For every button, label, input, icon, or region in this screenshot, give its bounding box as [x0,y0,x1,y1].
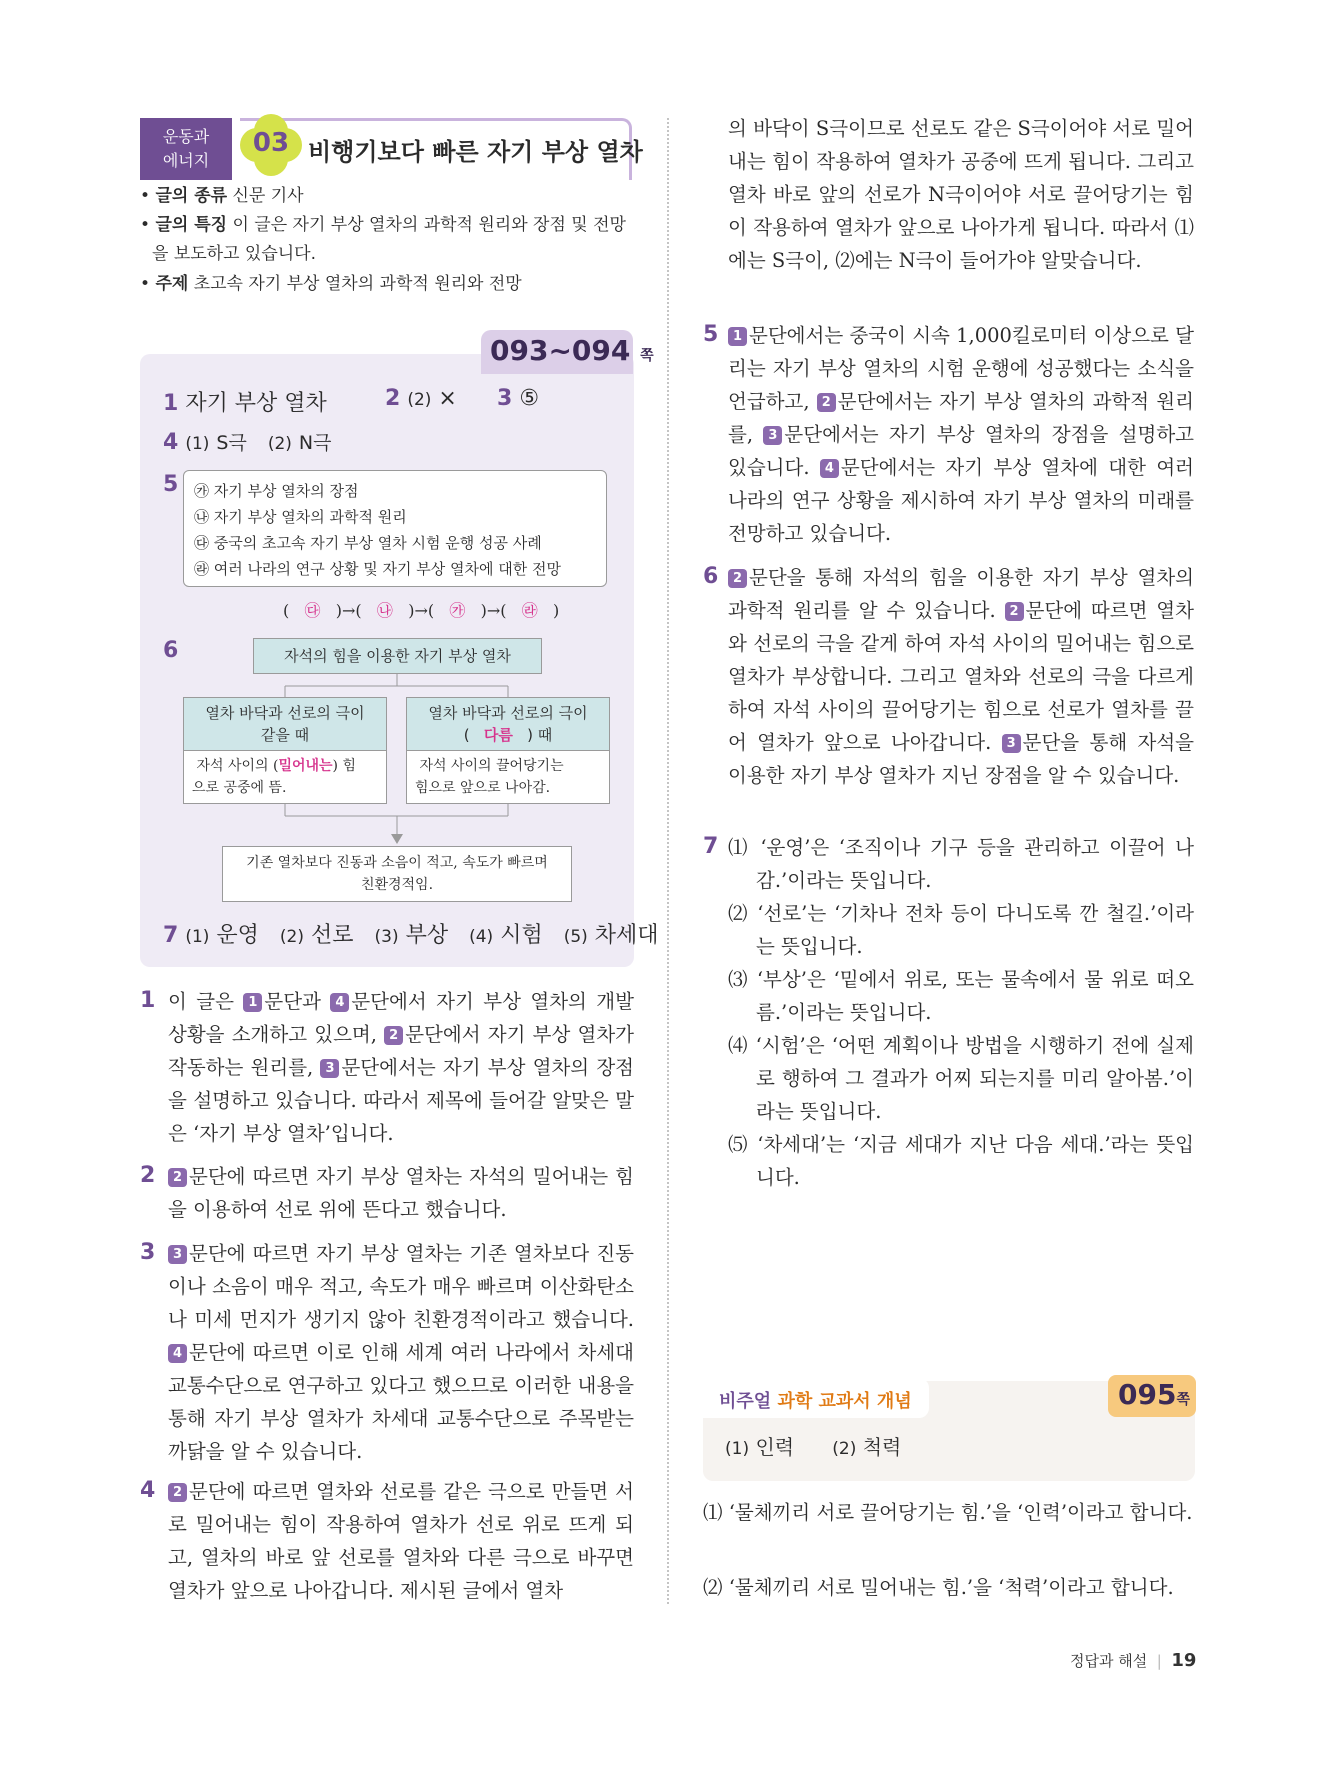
answer-6-num: 6 [163,638,179,663]
explanation-7-item: ⑶ ‘부상’은 ‘밑에서 위로, 또는 물속에서 물 위로 떠오름.’이라는 뜻입니다. [728,968,1194,1024]
diagram-right-body: 자석 사이의 끌어당기는 힘으로 앞으로 나아감. [406,751,610,804]
explanation-3-num: 3 [140,1240,156,1265]
visual-explanation-2: ⑵ ‘물체끼리 서로 밀어내는 힘.’을 ‘척력’이라고 합니다. [703,1576,1174,1599]
page-footer: 정답과 해설 | 19 [1070,1650,1197,1671]
unit-line-2: 에너지 [162,151,210,170]
diagram-left-head: 열차 바닥과 선로의 극이 같을 때 [183,697,387,751]
info-topic: • 주제 초고속 자기 부상 열차의 과학적 원리와 전망 [140,274,522,294]
feature-value-1: 이 글은 자기 부상 열차의 과학적 원리와 장점 및 전망 [232,215,626,235]
explanation-2: 2 문단에 따르면 자기 부상 열차는 자석의 밀어내는 힘을 이용하여 선로 위에 뜬다고 했습니다. [168,1165,634,1221]
lesson-title: 비행기보다 빠른 자기 부상 열차 [308,138,643,166]
explanation-4-continued: 의 바닥이 S극이므로 선로도 같은 S극이어야 서로 밀어내는 힘이 작용하여 열차가 공중에 뜨게 됩니다. 그리고 열차 바로 앞의 선로가 N극이어야 서로 끌어당기는 힘이 작용하여 열차가 앞으로 나아가게 됩니다. 따라서 ⑴에는 S극이, ⑵에는 N극이 들어가야 알맞습니다. [728,117,1194,272]
answer-5-item: ㉱ 여러 나라의 연구 상황 및 자기 부상 열차에 대한 전망 [194,560,561,578]
explanation-7-item: ⑸ ‘차세대’는 ‘지금 세대가 지난 다음 세대.’라는 뜻입니다. [728,1133,1194,1189]
explanation-5-num: 5 [703,322,719,347]
answer-4: 4 (1) S극 (2) N극 [163,430,332,455]
footer-label: 정답과 해설 [1070,1652,1148,1670]
diagram-top: 자석의 힘을 이용한 자기 부상 열차 [253,638,542,674]
answer-5-item: ㉮ 자기 부상 열차의 장점 [194,482,359,500]
genre-label: 글의 종류 [155,186,228,206]
explanation-1-num: 1 [140,988,156,1013]
unit-line-1: 운동과 [162,127,210,146]
explanation-5: 1 문단에서는 중국이 시속 1,000킬로미터 이상으로 달리는 자기 부상 열차의 시험 운행에 성공했다는 소식을 언급하고, 2 문단에서는 자기 부상 열차의 과학적 원리를, 3 문단에서는 자기 부상 열차의 장점을 설명하고 있습니다. 4 문단에서는 자기 부상 열차에 대한 여러 나라의 연구 상황을 제시하여 자기 부상 열차의 미래를 전망하고 있습니다. [728,324,1195,545]
explanation-2-num: 2 [140,1163,156,1188]
explanation-6-num: 6 [703,564,719,589]
page-range-number: 093~094 [490,334,631,367]
info-genre: • 글의 종류 신문 기사 [140,186,304,206]
lesson-number: 03 [252,128,290,158]
explanation-1: 이 글은 1 문단과 4 문단에서 자기 부상 열차의 개발 상황을 소개하고 있으며, 2 문단에서 자기 부상 열차가 작동하는 원리를, 3 문단에서는 자기 부상 열차의 장점을 설명하고 있습니다. 따라서 제목에 들어갈 알맞은 말은 ‘자기 부상 열차’입니다. [168,990,634,1145]
topic-value: 초고속 자기 부상 열차의 과학적 원리와 전망 [193,274,522,294]
answer-1: 1 자기 부상 열차 [163,391,327,416]
diagram-right-head: 열차 바닥과 선로의 극이 ( 다름 ) 때 [406,697,610,751]
page-suffix: 쪽 [640,348,654,364]
answer-5-order: ( ㉰ )→( ㉯ )→( ㉮ )→( ㉱ ) [283,601,560,620]
feature-value-2: 을 보도하고 있습니다. [152,244,317,264]
explanation-7-num: 7 [703,834,719,859]
explanation-6: 2 문단을 통해 자석의 힘을 이용한 자기 부상 열차의 과학적 원리를 알 수 있습니다. 2 문단에 따르면 열차와 선로의 극을 같게 하여 자석 사이의 밀어내는 힘으로 열차가 부상합니다. 그리고 열차와 선로의 극을 다르게 하여 자석 사이의 끌어당기는 힘으로 선로가 열차를 끌어 열차가 앞으로 나아갑니다. 3 문단을 통해 자석을 이용한 자기 부상 열차가 지닌 장점을 알 수 있습니다. [728,566,1195,787]
visual-title: 비주얼 과학 교과서 개념 [719,1391,912,1412]
topic-label: 주제 [155,274,189,294]
diagram-bottom: 기존 열차보다 진동과 소음이 적고, 속도가 빠르며 친환경적임. [222,846,572,902]
answer-5-num: 5 [163,472,179,497]
flower-badge-icon [240,114,302,176]
answer-3-text: ⑤ [519,386,540,411]
page-number: 19 [1171,1650,1197,1671]
explanation-4: 2 문단에 따르면 열차와 선로를 같은 극으로 만들면 서로 밀어내는 힘이 작용하여 열차가 선로 위로 뜨게 되고, 열차의 바로 앞 선로를 열차와 다른 극으로 바꾸면 열차가 앞으로 나아갑니다. 제시된 글에서 열차 [168,1480,634,1602]
answer-7: 7 (1) 운영 (2) 선로 (3) 부상 (4) 시험 (5) 차세대 [163,923,659,948]
answer-5-item: ㉰ 중국의 초고속 자기 부상 열차 시험 운행 성공 사례 [194,534,542,552]
explanation-7 [728,831,1194,1194]
answer-5-item: ㉯ 자기 부상 열차의 과학적 원리 [194,508,407,526]
info-feature: • 글의 특징 이 글은 자기 부상 열차의 과학적 원리와 장점 및 전망 [140,215,626,235]
answer-1-text: 자기 부상 열차 [185,391,327,416]
visual-answers: (1) 인력 (2) 척력 [725,1435,902,1459]
answer-3: 3 ⑤ [497,386,540,411]
visual-explanation-1: ⑴ ‘물체끼리 서로 끌어당기는 힘.’을 ‘인력’이라고 합니다. [703,1501,1193,1524]
explanation-3: 3 문단에 따르면 자기 부상 열차는 기존 열차보다 진동이나 소음이 매우 적고, 속도가 매우 빠르며 이산화탄소나 미세 먼지가 생기지 않아 친환경적이라고 했습니다. 4 문단에 따르면 이로 인해 세계 여러 나라에서 차세대 교통수단으로 연구하고 있다고 했으므로 이러한 내용을 통해 자기 부상 열차가 차세대 교통수단으로 주목받는 까닭을 알 수 있습니다. [168,1242,634,1463]
answer-2: 2 (2) × [385,386,457,411]
unit-tag [140,118,232,180]
visual-page: 095쪽 [1118,1378,1190,1411]
feature-label: 글의 특징 [155,215,228,235]
column-divider [667,118,669,1604]
genre-value: 신문 기사 [232,186,304,206]
diagram-left-body: 자석 사이의 (밀어내는) 힘 으로 공중에 뜸. [183,751,387,804]
explanation-7-item: ⑴ ‘운영’은 ‘조직이나 기구 등을 관리하고 이끌어 나감.’이라는 뜻입니다. [728,836,1194,892]
explanation-7-item: ⑷ ‘시험’은 ‘어떤 계획이나 방법을 시행하기 전에 실제로 행하여 그 결과가 어찌 되는지를 미리 알아봄.’이라는 뜻입니다. [728,1034,1194,1123]
page-range [490,334,654,367]
answer-2-text: × [438,386,457,411]
explanation-4-num: 4 [140,1478,156,1503]
explanation-7-item: ⑵ ‘선로’는 ‘기차나 전차 등이 다니도록 깐 철길.’이라는 뜻입니다. [728,902,1194,958]
